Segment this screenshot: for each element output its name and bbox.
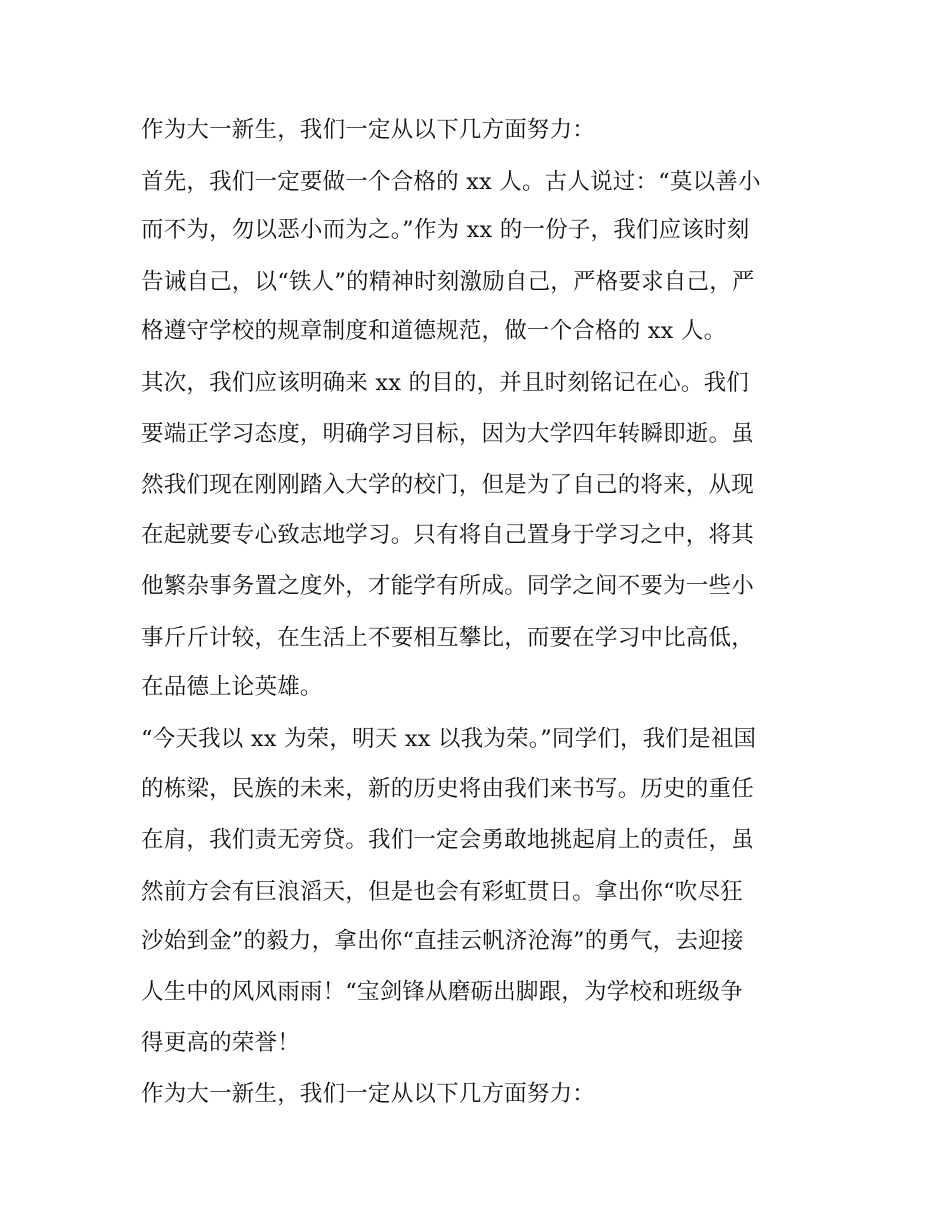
text-line: 他繁杂事务置之度外，才能学有所成。同学之间不要为一些小: [141, 573, 754, 599]
text-line: 沙始到金”的毅力，拿出你“直挂云帆济沧海”的勇气，去迎接: [141, 928, 744, 954]
text-line: 人生中的风风雨雨！“宝剑锋从磨砺出脚跟，为学校和班级争: [141, 979, 743, 1005]
text-line: 然前方会有巨浪滔天，但是也会有彩虹贯日。拿出你“吹尽狂: [141, 879, 743, 905]
text-line: 作为大一新生，我们一定从以下几方面努力：: [141, 1081, 596, 1107]
text-line: 事斤斤计较，在生活上不要相互攀比，而要在学习中比高低，: [141, 625, 754, 651]
text-line: 然我们现在刚刚踏入大学的校门，但是为了自己的将来，从现: [141, 472, 754, 498]
text-line: 在起就要专心致志地学习。只有将自己置身于学习之中，将其: [141, 522, 754, 548]
text-line: 作为大一新生，我们一定从以下几方面努力：: [141, 117, 596, 143]
text-line: 在品德上论英雄。: [141, 674, 323, 700]
text-line: 格遵守学校的规章制度和道德规范，做一个合格的 xx 人。: [141, 318, 727, 344]
text-line: “今天我以 xx 为荣，明天 xx 以我为荣。”同学们，我们是祖国: [141, 726, 757, 752]
text-line: 其次，我们应该明确来 xx 的目的，并且时刻铭记在心。我们: [141, 370, 749, 396]
text-line: 要端正学习态度，明确学习目标，因为大学四年转瞬即逝。虽: [141, 421, 754, 447]
text-line: 而不为，勿以恶小而为之。”作为 xx 的一份子，我们应该时刻: [141, 217, 750, 243]
text-line: 告诫自己，以“铁人”的精神时刻激励自己，严格要求自己，严: [141, 269, 755, 295]
text-line: 在肩，我们责无旁贷。我们一定会勇敢地挑起肩上的责任，虽: [141, 827, 754, 853]
text-line: 得更高的荣誉！: [141, 1030, 300, 1056]
text-line: 首先，我们一定要做一个合格的 xx 人。古人说过：“莫以善小: [141, 169, 761, 195]
text-line: 的栋梁，民族的未来，新的历史将由我们来书写。历史的重任: [141, 776, 754, 802]
